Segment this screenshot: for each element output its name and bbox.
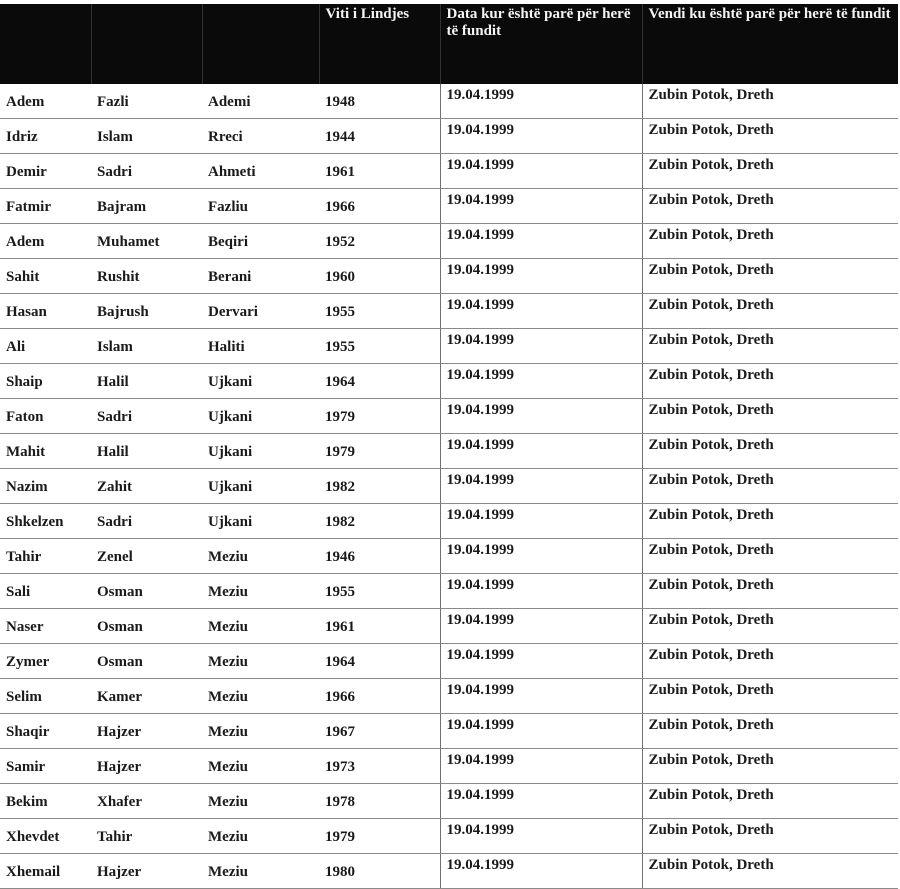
- last-seen-date-cell: 19.04.1999: [440, 434, 642, 469]
- birth-year-cell: 1955: [319, 574, 440, 609]
- father-name-cell: Muhamet: [91, 224, 202, 259]
- missing-persons-table: [0, 4, 898, 889]
- birth-year-cell: 1964: [319, 644, 440, 679]
- father-name-cell: Halil: [91, 434, 202, 469]
- last-seen-place-cell: Zubin Potok, Dreth: [642, 609, 898, 644]
- last-seen-place-cell: Zubin Potok, Dreth: [642, 189, 898, 224]
- table-row: [0, 679, 898, 714]
- last-name-cell: Meziu: [202, 819, 319, 854]
- missing-persons-table-sheet: [0, 4, 900, 889]
- table-row: [0, 329, 898, 364]
- first-name-cell: Ali: [0, 329, 91, 364]
- header-father-name: [91, 4, 202, 84]
- table-row: [0, 364, 898, 399]
- table-row: [0, 574, 898, 609]
- last-seen-place-cell: Zubin Potok, Dreth: [642, 434, 898, 469]
- first-name-cell: Bekim: [0, 784, 91, 819]
- header-last-name: [202, 4, 319, 84]
- father-name-cell: Sadri: [91, 154, 202, 189]
- last-name-cell: Rreci: [202, 119, 319, 154]
- last-seen-date-cell: 19.04.1999: [440, 294, 642, 329]
- header-row: [0, 4, 898, 84]
- table-row: [0, 84, 898, 119]
- birth-year-cell: 1964: [319, 364, 440, 399]
- father-name-cell: Bajram: [91, 189, 202, 224]
- birth-year-cell: 1948: [319, 84, 440, 119]
- last-name-cell: Ujkani: [202, 434, 319, 469]
- father-name-cell: Zenel: [91, 539, 202, 574]
- first-name-cell: Shaqir: [0, 714, 91, 749]
- first-name-cell: Nazim: [0, 469, 91, 504]
- birth-year-cell: 1973: [319, 749, 440, 784]
- father-name-cell: Hajzer: [91, 749, 202, 784]
- header-birth-year: Viti i Lindjes: [319, 4, 440, 84]
- birth-year-cell: 1960: [319, 259, 440, 294]
- last-seen-place-cell: Zubin Potok, Dreth: [642, 539, 898, 574]
- last-seen-date-cell: 19.04.1999: [440, 784, 642, 819]
- last-seen-date-cell: 19.04.1999: [440, 539, 642, 574]
- last-seen-place-cell: Zubin Potok, Dreth: [642, 749, 898, 784]
- father-name-cell: Osman: [91, 644, 202, 679]
- last-seen-date-cell: 19.04.1999: [440, 819, 642, 854]
- last-seen-place-cell: Zubin Potok, Dreth: [642, 224, 898, 259]
- birth-year-cell: 1944: [319, 119, 440, 154]
- last-name-cell: Meziu: [202, 644, 319, 679]
- table-row: [0, 154, 898, 189]
- birth-year-cell: 1952: [319, 224, 440, 259]
- last-seen-date-cell: 19.04.1999: [440, 364, 642, 399]
- father-name-cell: Hajzer: [91, 714, 202, 749]
- last-seen-place-cell: Zubin Potok, Dreth: [642, 364, 898, 399]
- last-seen-place-cell: Zubin Potok, Dreth: [642, 574, 898, 609]
- father-name-cell: Xhafer: [91, 784, 202, 819]
- last-seen-date-cell: 19.04.1999: [440, 224, 642, 259]
- last-seen-place-cell: Zubin Potok, Dreth: [642, 329, 898, 364]
- header-last-seen-place: Vendi ku është parë për herë të fundit: [642, 4, 898, 84]
- birth-year-cell: 1966: [319, 189, 440, 224]
- last-seen-date-cell: 19.04.1999: [440, 504, 642, 539]
- father-name-cell: Osman: [91, 574, 202, 609]
- last-seen-date-cell: 19.04.1999: [440, 189, 642, 224]
- birth-year-cell: 1982: [319, 504, 440, 539]
- last-seen-place-cell: Zubin Potok, Dreth: [642, 469, 898, 504]
- father-name-cell: Sadri: [91, 399, 202, 434]
- table-row: [0, 189, 898, 224]
- first-name-cell: Zymer: [0, 644, 91, 679]
- last-seen-date-cell: 19.04.1999: [440, 854, 642, 889]
- last-name-cell: Ademi: [202, 84, 319, 119]
- last-name-cell: Ahmeti: [202, 154, 319, 189]
- father-name-cell: Tahir: [91, 819, 202, 854]
- table-row: [0, 784, 898, 819]
- table-row: [0, 819, 898, 854]
- last-name-cell: Meziu: [202, 749, 319, 784]
- table-row: [0, 259, 898, 294]
- last-name-cell: Meziu: [202, 574, 319, 609]
- table-row: [0, 644, 898, 679]
- last-seen-place-cell: Zubin Potok, Dreth: [642, 854, 898, 889]
- last-seen-place-cell: Zubin Potok, Dreth: [642, 119, 898, 154]
- last-name-cell: Meziu: [202, 679, 319, 714]
- first-name-cell: Shkelzen: [0, 504, 91, 539]
- last-seen-place-cell: Zubin Potok, Dreth: [642, 504, 898, 539]
- first-name-cell: Mahit: [0, 434, 91, 469]
- first-name-cell: Adem: [0, 84, 91, 119]
- last-seen-date-cell: 19.04.1999: [440, 609, 642, 644]
- last-seen-date-cell: 19.04.1999: [440, 679, 642, 714]
- last-seen-place-cell: Zubin Potok, Dreth: [642, 294, 898, 329]
- last-seen-place-cell: Zubin Potok, Dreth: [642, 644, 898, 679]
- father-name-cell: Islam: [91, 119, 202, 154]
- last-seen-date-cell: 19.04.1999: [440, 574, 642, 609]
- table-row: [0, 294, 898, 329]
- last-seen-place-cell: Zubin Potok, Dreth: [642, 154, 898, 189]
- last-seen-date-cell: 19.04.1999: [440, 749, 642, 784]
- last-seen-place-cell: Zubin Potok, Dreth: [642, 679, 898, 714]
- table-row: [0, 224, 898, 259]
- birth-year-cell: 1955: [319, 294, 440, 329]
- father-name-cell: Fazli: [91, 84, 202, 119]
- last-name-cell: Meziu: [202, 784, 319, 819]
- last-name-cell: Ujkani: [202, 504, 319, 539]
- header-last-seen-date: Data kur është parë për herë të fundit: [440, 4, 642, 84]
- last-name-cell: Beqiri: [202, 224, 319, 259]
- last-name-cell: Dervari: [202, 294, 319, 329]
- last-seen-date-cell: 19.04.1999: [440, 399, 642, 434]
- last-name-cell: Ujkani: [202, 364, 319, 399]
- first-name-cell: Selim: [0, 679, 91, 714]
- last-seen-place-cell: Zubin Potok, Dreth: [642, 714, 898, 749]
- father-name-cell: Sadri: [91, 504, 202, 539]
- last-name-cell: Fazliu: [202, 189, 319, 224]
- last-name-cell: Haliti: [202, 329, 319, 364]
- first-name-cell: Fatmir: [0, 189, 91, 224]
- last-name-cell: Ujkani: [202, 399, 319, 434]
- birth-year-cell: 1966: [319, 679, 440, 714]
- first-name-cell: Hasan: [0, 294, 91, 329]
- father-name-cell: Hajzer: [91, 854, 202, 889]
- table-row: [0, 504, 898, 539]
- father-name-cell: Kamer: [91, 679, 202, 714]
- father-name-cell: Halil: [91, 364, 202, 399]
- table-row: [0, 539, 898, 574]
- birth-year-cell: 1979: [319, 399, 440, 434]
- last-seen-date-cell: 19.04.1999: [440, 329, 642, 364]
- last-seen-date-cell: 19.04.1999: [440, 154, 642, 189]
- last-name-cell: Meziu: [202, 854, 319, 889]
- last-seen-date-cell: 19.04.1999: [440, 714, 642, 749]
- last-seen-place-cell: Zubin Potok, Dreth: [642, 84, 898, 119]
- table-row: [0, 609, 898, 644]
- father-name-cell: Islam: [91, 329, 202, 364]
- father-name-cell: Osman: [91, 609, 202, 644]
- last-name-cell: Meziu: [202, 714, 319, 749]
- first-name-cell: Faton: [0, 399, 91, 434]
- last-seen-date-cell: 19.04.1999: [440, 84, 642, 119]
- header-first-name: [0, 4, 91, 84]
- first-name-cell: Adem: [0, 224, 91, 259]
- first-name-cell: Sali: [0, 574, 91, 609]
- birth-year-cell: 1946: [319, 539, 440, 574]
- first-name-cell: Tahir: [0, 539, 91, 574]
- father-name-cell: Zahit: [91, 469, 202, 504]
- last-name-cell: Meziu: [202, 539, 319, 574]
- first-name-cell: Sahit: [0, 259, 91, 294]
- last-seen-date-cell: 19.04.1999: [440, 119, 642, 154]
- first-name-cell: Idriz: [0, 119, 91, 154]
- last-seen-date-cell: 19.04.1999: [440, 259, 642, 294]
- father-name-cell: Rushit: [91, 259, 202, 294]
- last-name-cell: Berani: [202, 259, 319, 294]
- birth-year-cell: 1961: [319, 609, 440, 644]
- first-name-cell: Shaip: [0, 364, 91, 399]
- table-row: [0, 119, 898, 154]
- table-body: [0, 84, 898, 889]
- first-name-cell: Xhemail: [0, 854, 91, 889]
- table-row: [0, 854, 898, 889]
- birth-year-cell: 1979: [319, 819, 440, 854]
- table-row: [0, 399, 898, 434]
- last-seen-date-cell: 19.04.1999: [440, 644, 642, 679]
- birth-year-cell: 1979: [319, 434, 440, 469]
- last-name-cell: Ujkani: [202, 469, 319, 504]
- birth-year-cell: 1967: [319, 714, 440, 749]
- table-row: [0, 749, 898, 784]
- father-name-cell: Bajrush: [91, 294, 202, 329]
- last-seen-place-cell: Zubin Potok, Dreth: [642, 399, 898, 434]
- last-name-cell: Meziu: [202, 609, 319, 644]
- last-seen-place-cell: Zubin Potok, Dreth: [642, 784, 898, 819]
- birth-year-cell: 1955: [319, 329, 440, 364]
- first-name-cell: Demir: [0, 154, 91, 189]
- table-row: [0, 434, 898, 469]
- first-name-cell: Naser: [0, 609, 91, 644]
- birth-year-cell: 1978: [319, 784, 440, 819]
- birth-year-cell: 1980: [319, 854, 440, 889]
- first-name-cell: Samir: [0, 749, 91, 784]
- last-seen-date-cell: 19.04.1999: [440, 469, 642, 504]
- table-row: [0, 714, 898, 749]
- first-name-cell: Xhevdet: [0, 819, 91, 854]
- last-seen-place-cell: Zubin Potok, Dreth: [642, 819, 898, 854]
- table-row: [0, 469, 898, 504]
- table-header: [0, 4, 898, 84]
- birth-year-cell: 1961: [319, 154, 440, 189]
- birth-year-cell: 1982: [319, 469, 440, 504]
- last-seen-place-cell: Zubin Potok, Dreth: [642, 259, 898, 294]
